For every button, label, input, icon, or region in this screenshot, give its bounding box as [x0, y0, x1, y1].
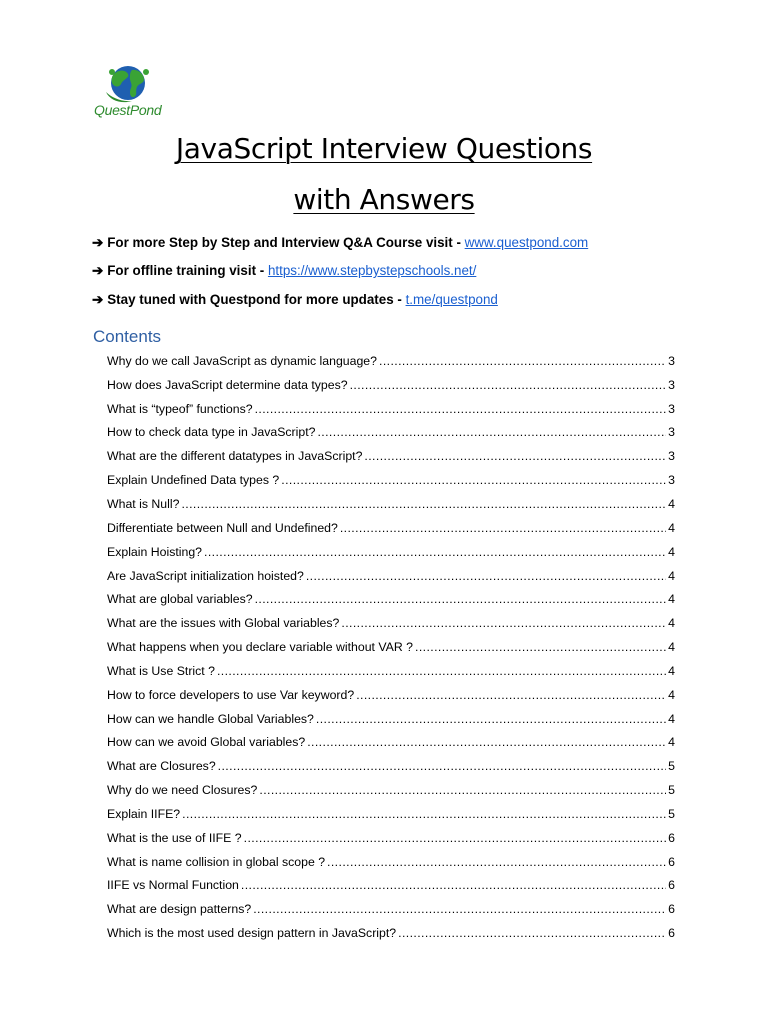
promo-offline [92, 263, 476, 279]
toc-leader-dots [415, 640, 666, 654]
toc-entry-label: What is the use of IIFE ? [107, 830, 242, 845]
promo-text: For more Step by Step and Interview Q&A Course visit - [107, 235, 465, 250]
toc-entry-label: IIFE vs Normal Function [107, 878, 239, 893]
toc-entry-label: What is Null? [107, 496, 180, 511]
toc-entry-label: What are the different datatypes in JavaScript? [107, 449, 363, 464]
toc-entry[interactable] [107, 707, 675, 731]
toc-leader-dots [307, 735, 666, 749]
toc-leader-dots [255, 592, 667, 606]
promo-course [92, 235, 588, 251]
toc-leader-dots [259, 783, 666, 797]
toc-page-number: 4 [668, 520, 675, 535]
toc-entry-label: What are Closures? [107, 759, 216, 774]
toc-entry-label: What are the issues with Global variables? [107, 616, 340, 631]
toc-entry[interactable] [107, 754, 675, 778]
toc-entry-label: What is name collision in global scope ? [107, 854, 326, 869]
toc-entry-label: Explain Undefined Data types ? [107, 473, 280, 488]
toc-entry-label: Explain Hoisting? [107, 544, 203, 559]
toc-entry-label: Differentiate between Null and Undefined? [107, 520, 338, 535]
toc-entry[interactable] [107, 540, 675, 564]
toc-entry[interactable] [107, 659, 675, 683]
toc-entry-label: Why do we need Closures? [107, 783, 258, 798]
toc-page-number: 4 [668, 496, 675, 511]
toc-page-number: 4 [668, 544, 675, 559]
toc-entry[interactable] [107, 587, 675, 611]
toc-page-number: 3 [668, 353, 675, 368]
telegram-link[interactable]: t.me/questpond [405, 292, 498, 307]
toc-entry-label: How can we handle Global Variables? [107, 711, 314, 726]
toc-page-number: 4 [668, 711, 675, 726]
toc-entry[interactable] [107, 850, 675, 874]
arrow-right-icon: ➔ [92, 292, 104, 307]
toc-leader-dots [340, 521, 666, 535]
toc-entry[interactable] [107, 349, 675, 373]
toc-entry[interactable] [107, 564, 675, 588]
toc-page-number: 5 [668, 759, 675, 774]
toc-entry-label: How to check data type in JavaScript? [107, 425, 316, 440]
toc-leader-dots [182, 807, 666, 821]
toc-page-number: 4 [668, 592, 675, 607]
toc-entry-label: Explain IIFE? [107, 806, 181, 821]
toc-entry[interactable] [107, 421, 675, 445]
toc-leader-dots [281, 473, 666, 487]
toc-leader-dots [327, 855, 666, 869]
toc-entry-label: How does JavaScript determine data types? [107, 377, 348, 392]
toc-entry[interactable] [107, 921, 675, 945]
toc-entry[interactable] [107, 397, 675, 421]
contents-heading: Contents [93, 327, 162, 346]
toc-entry[interactable] [107, 683, 675, 707]
toc-leader-dots [217, 664, 666, 678]
toc-entry-label: How to force developers to use Var keyword? [107, 687, 355, 702]
toc-entry[interactable] [107, 731, 675, 755]
toc-page-number: 6 [668, 830, 675, 845]
toc-leader-dots [364, 449, 666, 463]
toc-leader-dots [316, 712, 666, 726]
questpond-link[interactable]: www.questpond.com [464, 235, 589, 250]
toc-leader-dots [181, 497, 666, 511]
globe-icon [92, 62, 172, 106]
toc-entry[interactable] [107, 373, 675, 397]
toc-page-number: 3 [668, 425, 675, 440]
toc-page-number: 4 [668, 640, 675, 655]
toc-entry-label: Which is the most used design pattern in JavaScript? [107, 926, 397, 941]
toc-page-number: 6 [668, 854, 675, 869]
toc-leader-dots [341, 616, 666, 630]
toc-leader-dots [244, 831, 667, 845]
toc-leader-dots [306, 569, 666, 583]
document-title-line-1: JavaScript Interview Questions [175, 132, 593, 165]
toc-leader-dots [241, 878, 666, 892]
toc-leader-dots [379, 354, 666, 368]
toc-leader-dots [253, 902, 666, 916]
toc-entry-label: What happens when you declare variable without VAR ? [107, 640, 414, 655]
toc-page-number: 3 [668, 473, 675, 488]
arrow-right-icon: ➔ [92, 263, 104, 278]
toc-entry[interactable] [107, 611, 675, 635]
toc-leader-dots [356, 688, 666, 702]
toc-leader-dots [204, 545, 666, 559]
toc-page-number: 6 [668, 878, 675, 893]
toc-entry-label: What is “typeof” functions? [107, 401, 253, 416]
toc-page-number: 4 [668, 568, 675, 583]
toc-page-number: 5 [668, 806, 675, 821]
toc-page-number: 3 [668, 401, 675, 416]
promo-text: For offline training visit - [107, 263, 268, 278]
toc-entry[interactable] [107, 492, 675, 516]
toc-page-number: 4 [668, 663, 675, 678]
toc-page-number: 3 [668, 449, 675, 464]
logo-text: QuestPond [94, 102, 162, 118]
table-of-contents [107, 349, 675, 945]
toc-entry-label: What are global variables? [107, 592, 253, 607]
toc-entry[interactable] [107, 897, 675, 921]
toc-page-number: 4 [668, 687, 675, 702]
toc-leader-dots [398, 926, 666, 940]
document-title-line-2: with Answers [293, 183, 475, 216]
toc-entry[interactable] [107, 516, 675, 540]
arrow-right-icon: ➔ [92, 235, 104, 250]
stepbystepschools-link[interactable]: https://www.stepbystepschools.net/ [267, 263, 477, 278]
toc-leader-dots [317, 425, 666, 439]
toc-entry-label: What are design patterns? [107, 902, 252, 917]
toc-entry[interactable] [107, 444, 675, 468]
questpond-logo [92, 62, 172, 128]
toc-leader-dots [218, 759, 666, 773]
toc-entry-label: Are JavaScript initialization hoisted? [107, 568, 304, 583]
toc-page-number: 6 [668, 926, 675, 941]
toc-entry-label: What is Use Strict ? [107, 663, 215, 678]
toc-leader-dots [350, 378, 667, 392]
toc-leader-dots [255, 402, 667, 416]
toc-page-number: 3 [668, 377, 675, 392]
promo-updates [92, 292, 498, 308]
toc-entry[interactable] [107, 802, 675, 826]
toc-entry-label: How can we avoid Global variables? [107, 735, 306, 750]
toc-entry[interactable] [107, 778, 675, 802]
toc-page-number: 4 [668, 735, 675, 750]
toc-entry-label: Why do we call JavaScript as dynamic language? [107, 353, 377, 368]
toc-entry[interactable] [107, 635, 675, 659]
toc-entry[interactable] [107, 874, 675, 898]
toc-entry[interactable] [107, 826, 675, 850]
toc-entry[interactable] [107, 468, 675, 492]
toc-page-number: 5 [668, 783, 675, 798]
toc-page-number: 6 [668, 902, 675, 917]
promo-text: Stay tuned with Questpond for more updates - [107, 292, 406, 307]
toc-page-number: 4 [668, 616, 675, 631]
